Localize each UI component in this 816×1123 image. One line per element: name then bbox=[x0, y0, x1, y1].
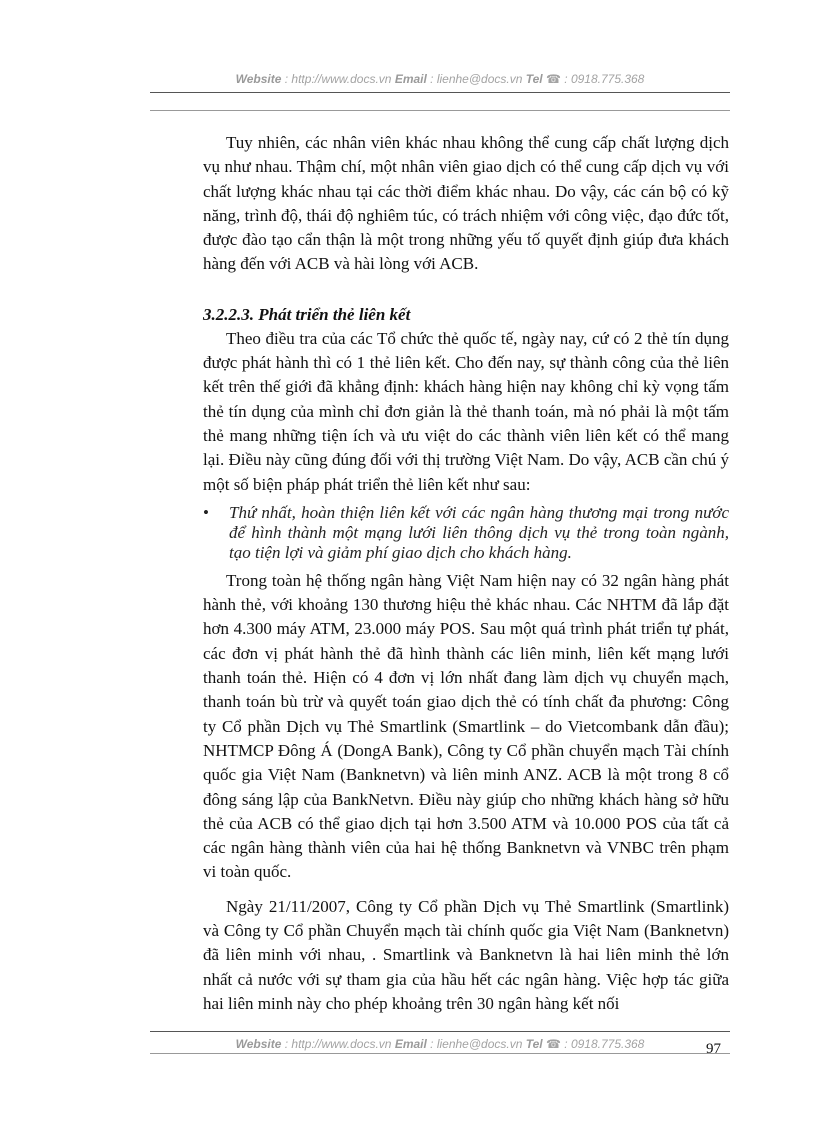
footer-tel-value: : 0918.775.368 bbox=[560, 1037, 645, 1051]
header-website-value: : http://www.docs.vn bbox=[281, 72, 395, 86]
section-heading: 3.2.2.3. Phát triển thẻ liên kết bbox=[203, 304, 411, 324]
footer-website-label: Website bbox=[235, 1037, 282, 1051]
page-number: 97 bbox=[706, 1041, 721, 1057]
header-tel-label: Tel bbox=[525, 72, 543, 86]
paragraph-2: Theo điều tra của các Tổ chức thẻ quốc tế, ngày nay, cứ có 2 thẻ tín dụng được phát hành thì có 1 thẻ liên kết. Cho đến nay, sự thành công của thẻ liên kết trên thế giới đã khẳng định: khách hàng hiện nay không chỉ kỳ vọng tấm thẻ tín dụng của mình chỉ đơn giản là thẻ thanh toán, mà nó phải là một tấm thẻ mang những tiện ích và ưu việt do các thành viên liên kết có thể mang lại. Điều này cũng đúng đối với thị trường Việt Nam. Do vậy, ACB cần chú ý một số biện pháp phát triển thẻ liên kết như sau: bbox=[203, 328, 729, 494]
header-divider-secondary bbox=[150, 110, 730, 111]
paragraph-4: Ngày 21/11/2007, Công ty Cổ phần Dịch vụ Thẻ Smartlink (Smartlink) và Công ty Cổ phần Chuyển mạch tài chính quốc gia Việt Nam (Banknetvn) đã liên minh với nhau, . Smartlink và Banknetvn là hai liên minh thẻ lớn nhất cả nước với sự tham gia của hầu hết các ngân hàng. Việc hợp tác giữa hai liên minh này cho phép khoảng trên 30 ngân hàng kết nối bbox=[203, 896, 729, 1013]
bullet-text: Thứ nhất, hoàn thiện liên kết với các ngân hàng thương mại trong nước để hình thành một mạng lưới liên thông dịch vụ thẻ trong toàn ngành, tạo tiện lợi và giảm phí giao dịch cho khách hàng. bbox=[229, 502, 729, 562]
phone-icon: ☎ bbox=[545, 1037, 561, 1051]
header-divider bbox=[150, 92, 730, 93]
footer-tel-label: Tel bbox=[525, 1037, 543, 1051]
footer-email-label: Email bbox=[394, 1037, 427, 1051]
header-website-label: Website bbox=[235, 72, 282, 86]
phone-icon: ☎ bbox=[545, 72, 561, 86]
page-header bbox=[150, 72, 730, 86]
footer-divider-secondary bbox=[150, 1053, 730, 1054]
bullet-item bbox=[203, 503, 729, 563]
footer-email-value: : lienhe@docs.vn bbox=[426, 1037, 526, 1051]
page-footer bbox=[150, 1037, 730, 1051]
footer-website-value: : http://www.docs.vn bbox=[281, 1037, 395, 1051]
bullet-icon: • bbox=[203, 502, 209, 522]
page-content bbox=[203, 131, 729, 1016]
footer-divider bbox=[150, 1031, 730, 1032]
header-email-label: Email bbox=[394, 72, 427, 86]
header-tel-value: : 0918.775.368 bbox=[560, 72, 645, 86]
paragraph-3: Trong toàn hệ thống ngân hàng Việt Nam hiện nay có 32 ngân hàng phát hành thẻ, với khoảng 130 thương hiệu thẻ khác nhau. Các NHTM đã lắp đặt hơn 4.300 máy ATM, 23.000 máy POS. Sau một quá trình phát triển tự phát, các đơn vị phát hành thẻ đã hình thành các liên minh, liên kết mạng lưới thanh toán thẻ. Hiện có 4 đơn vị lớn nhất đang làm dịch vụ chuyển mạch, thanh toán bù trừ và quyết toán giao dịch thẻ có tính chất đa phương: Công ty Cổ phần Dịch vụ Thẻ Smartlink (Smartlink – do Vietcombank dẫn đầu); NHTMCP Đông Á (DongA Bank), Công ty Cổ phần chuyển mạch Tài chính quốc gia Việt Nam (Banknetvn) và liên minh ANZ. ACB là một trong 8 cổ đông sáng lập của BankNetvn. Điều này giúp cho những khách hàng sở hữu thẻ của ACB có thể giao dịch tại hơn 3.500 ATM và 10.000 POS của tất cả các ngân hàng thành viên của hai hệ thống Banknetvn và VNBC trên phạm vi toàn quốc. bbox=[203, 570, 729, 882]
paragraph-1: Tuy nhiên, các nhân viên khác nhau không thể cung cấp chất lượng dịch vụ như nhau. Thậm chí, một nhân viên giao dịch có thể cung cấp dịch vụ với chất lượng khác nhau tại các thời điểm khác nhau. Do vậy, các cán bộ có kỹ năng, trình độ, thái độ nghiêm túc, có trách nhiệm với công việc, đạo đức tốt, được đào tạo cẩn thận là một trong những yếu tố quyết định giúp đưa khách hàng đến với ACB và hài lòng với ACB. bbox=[203, 133, 729, 274]
header-email-value: : lienhe@docs.vn bbox=[426, 72, 526, 86]
